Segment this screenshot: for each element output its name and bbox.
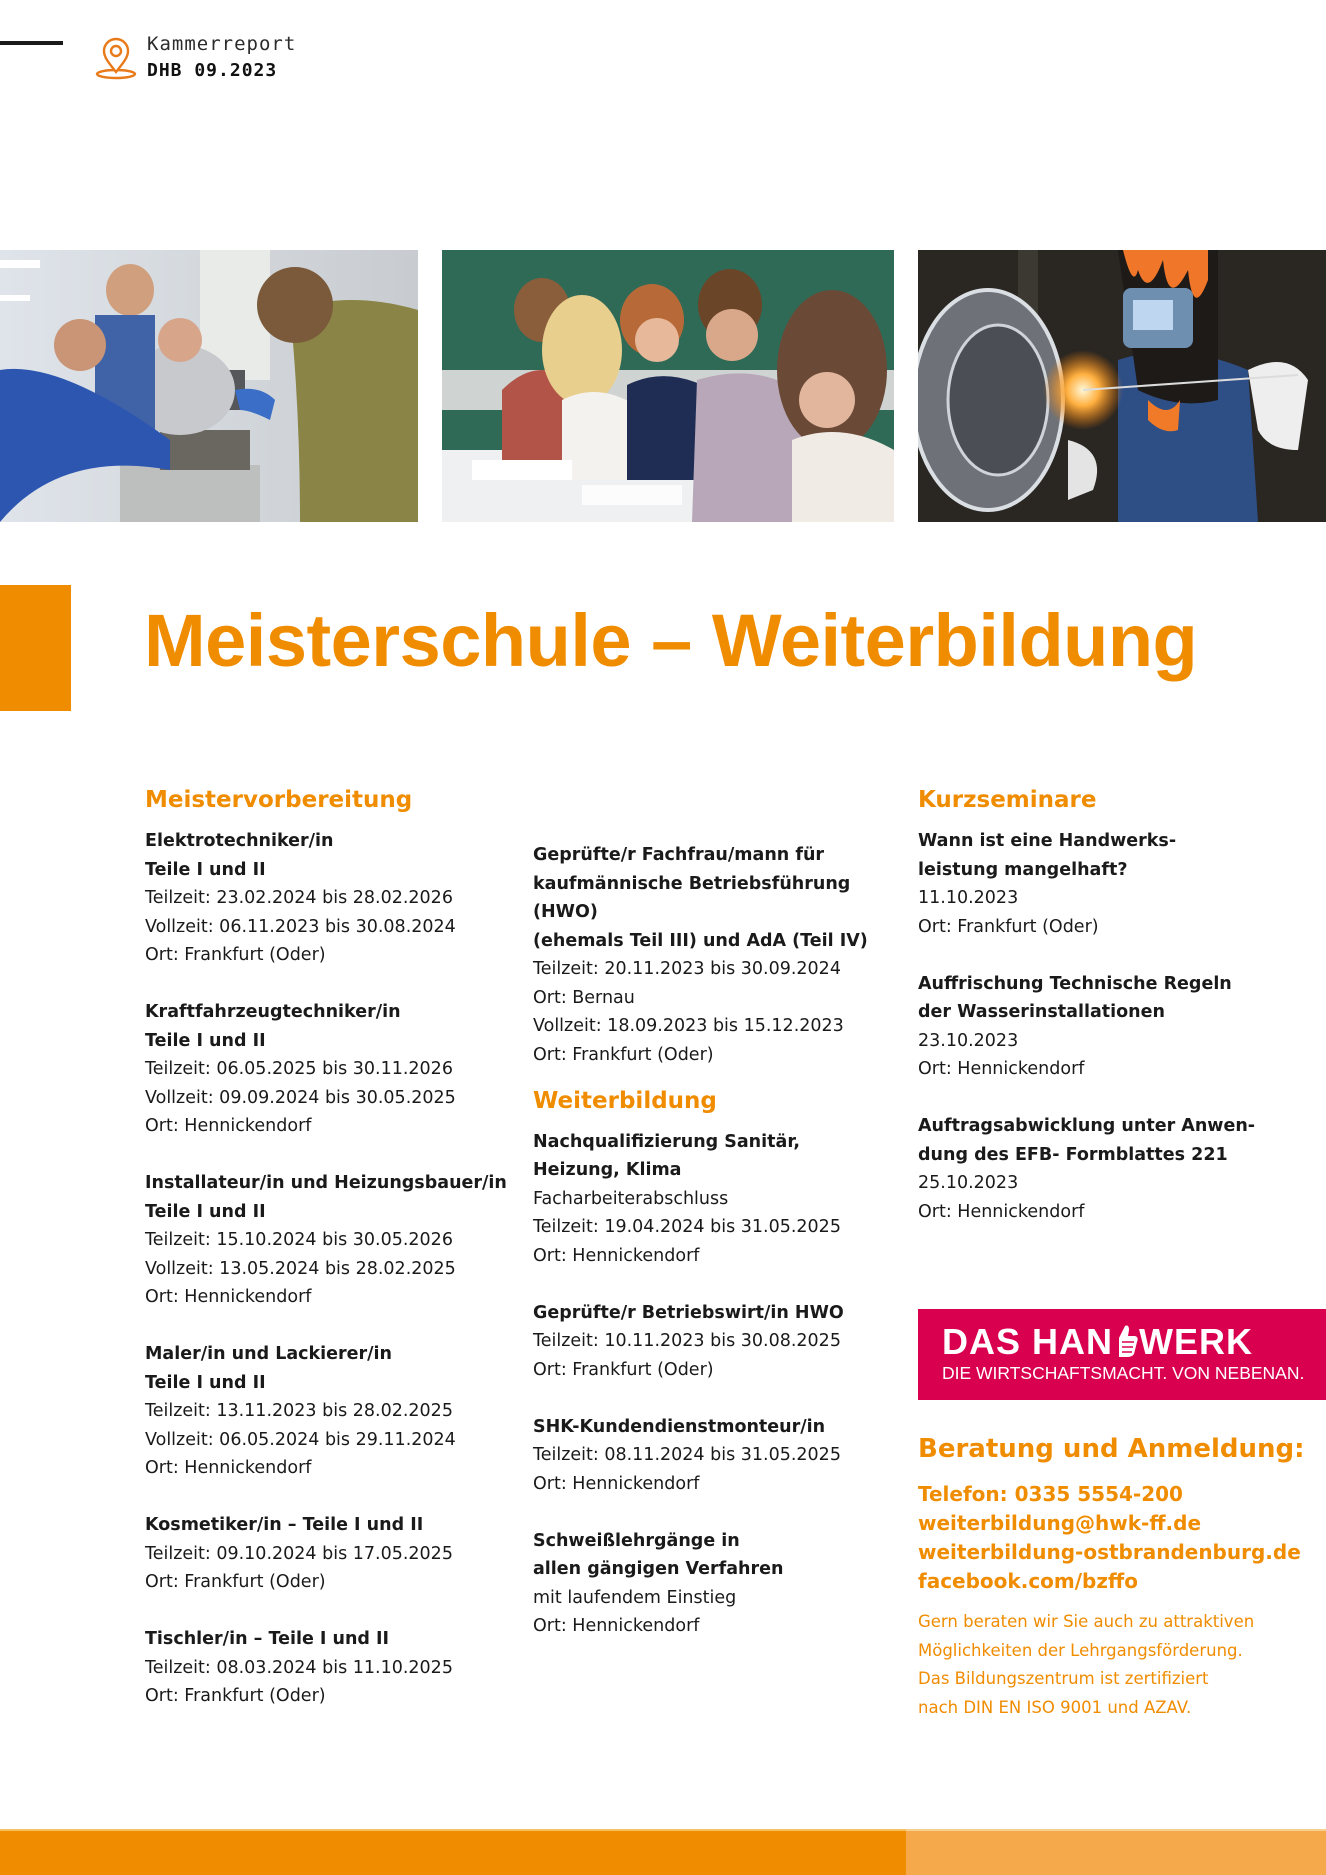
course-detail: Facharbeiterabschluss: [533, 1188, 729, 1209]
course-title: Tischler/in – Teile I und II: [145, 1629, 390, 1649]
course-location: Ort: Frankfurt (Oder): [145, 1572, 326, 1592]
contact-email-link[interactable]: weiterbildung@hwk-ff.de: [918, 1511, 1202, 1535]
meistervorbereitung-column: [145, 785, 515, 1739]
note-line: nach DIN EN ISO 9001 und AZAV.: [918, 1697, 1192, 1717]
course-detail: Teilzeit: 23.02.2024 bis 28.02.2026: [145, 888, 453, 908]
contact-title: Beratung und Anmeldung:: [918, 1434, 1305, 1464]
footer-bar-secondary: [906, 1829, 1326, 1875]
seminar-location: Ort: Hennickendorf: [918, 1201, 1085, 1222]
contact-section: [918, 1432, 1318, 1722]
course-title: Elektrotechniker/in: [145, 831, 334, 851]
course-entry: [533, 1413, 903, 1499]
course-location: Ort: Bernau: [533, 987, 635, 1008]
course-detail: Teilzeit: 06.05.2025 bis 30.11.2026: [145, 1059, 453, 1079]
course-location: Ort: Hennickendorf: [533, 1616, 700, 1636]
welding-photo: [918, 250, 1326, 522]
course-location: Ort: Hennickendorf: [533, 1245, 700, 1266]
course-title: Kraftfahrzeugtechniker/in: [145, 1002, 401, 1022]
course-entry: [533, 1527, 903, 1641]
course-detail: mit laufendem Einstieg: [533, 1587, 737, 1608]
issue-label: DHB 09.2023: [147, 60, 278, 81]
note-line: Möglichkeiten der Lehrgangsförderung.: [918, 1640, 1243, 1660]
course-entry: [145, 827, 515, 970]
course-entry: [145, 1169, 515, 1312]
contact-facebook-link[interactable]: facebook.com/bzffo: [918, 1569, 1138, 1593]
seminar-entry: [918, 827, 1318, 941]
page-title: Meisterschule – Weiterbildung: [144, 599, 1198, 682]
course-detail: Teilzeit: 09.10.2024 bis 17.05.2025: [145, 1543, 453, 1564]
course-location: Ort: Hennickendorf: [145, 1287, 312, 1307]
location-pin-icon: [94, 36, 138, 80]
seminar-entry: [918, 970, 1318, 1084]
course-title: Kosmetiker/in – Teile I und II: [145, 1515, 424, 1535]
course-location: Ort: Hennickendorf: [145, 1458, 312, 1478]
logo-text-right: WERK: [1139, 1321, 1254, 1362]
course-location: Ort: Frankfurt (Oder): [145, 1686, 326, 1706]
course-title: Nachqualifizierung Sanitär,: [533, 1131, 801, 1152]
course-entry: [533, 1299, 903, 1385]
course-title: Installateur/in und Heizungsbauer/in: [145, 1173, 507, 1193]
course-detail: Teilzeit: 08.11.2024 bis 31.05.2025: [533, 1445, 841, 1465]
course-title: Geprüfte/r Betriebswirt/in HWO: [533, 1302, 844, 1323]
course-detail: Teilzeit: 19.04.2024 bis 31.05.2025: [533, 1217, 841, 1237]
seminar-title: der Wasserinstallationen: [918, 1002, 1165, 1022]
course-title: Heizung, Klima: [533, 1160, 682, 1180]
section-title-meistervorbereitung: Meistervorbereitung: [145, 787, 413, 813]
contact-website-link[interactable]: weiterbildung-ostbrandenburg.de: [918, 1540, 1301, 1564]
workshop-machine-training-photo: [0, 250, 418, 522]
course-detail: Vollzeit: 18.09.2023 bis 15.12.2023: [533, 1016, 844, 1036]
column-2: [533, 841, 903, 1669]
course-entry: [533, 1128, 903, 1271]
course-title: Geprüfte/r Fachfrau/mann für: [533, 845, 825, 865]
course-location: Ort: Frankfurt (Oder): [533, 1359, 714, 1380]
section-title-kurzseminare: Kurzseminare: [918, 787, 1097, 813]
course-detail: Teilzeit: 15.10.2024 bis 30.05.2026: [145, 1230, 453, 1250]
header-rule: [0, 41, 63, 45]
contact-phone[interactable]: Telefon: 0335 5554-200: [918, 1482, 1183, 1506]
seminar-title: Auffrischung Technische Regeln: [918, 973, 1232, 994]
seminar-location: Ort: Hennickendorf: [918, 1059, 1085, 1079]
course-detail: Teilzeit: 20.11.2023 bis 30.09.2024: [533, 959, 841, 979]
course-title: kaufmännische Betriebsführung (HWO): [533, 873, 851, 922]
course-location: Ort: Hennickendorf: [145, 1116, 312, 1136]
seminar-date: 25.10.2023: [918, 1173, 1019, 1193]
course-title: SHK-Kundendienstmonteur/in: [533, 1416, 826, 1437]
seminar-title: dung des EFB- Formblattes 221: [918, 1144, 1228, 1165]
note-line: Gern beraten wir Sie auch zu attraktiven: [918, 1612, 1255, 1631]
seminar-title: Wann ist eine Handwerks-: [918, 831, 1177, 851]
logo-text-left: DAS HAN: [942, 1321, 1114, 1362]
course-title: Teile I und II: [145, 859, 266, 880]
course-location: Ort: Frankfurt (Oder): [533, 1044, 714, 1065]
publication-name: Kammerreport: [147, 33, 297, 55]
seminar-entry: [918, 1112, 1318, 1226]
classroom-students-photo: [442, 250, 894, 522]
seminar-date: 23.10.2023: [918, 1030, 1019, 1051]
course-title: allen gängigen Verfahren: [533, 1559, 784, 1579]
seminar-title: leistung mangelhaft?: [918, 859, 1128, 880]
course-title: (ehemals Teil III) und AdA (Teil IV): [533, 930, 868, 951]
accent-block: [0, 585, 71, 711]
kurzseminare-column: [918, 785, 1318, 1255]
course-detail: Vollzeit: 06.05.2024 bis 29.11.2024: [145, 1429, 456, 1450]
course-entry: [145, 1625, 515, 1711]
course-title: Maler/in und Lackierer/in: [145, 1344, 393, 1364]
course-title: Teile I und II: [145, 1030, 266, 1051]
course-detail: Teilzeit: 10.11.2023 bis 30.08.2025: [533, 1331, 841, 1351]
seminar-date: 11.10.2023: [918, 888, 1019, 908]
course-detail: Teilzeit: 13.11.2023 bis 28.02.2025: [145, 1401, 453, 1421]
course-title: Teile I und II: [145, 1372, 266, 1393]
course-detail: Vollzeit: 06.11.2023 bis 30.08.2024: [145, 916, 456, 937]
course-detail: Teilzeit: 08.03.2024 bis 11.10.2025: [145, 1657, 453, 1678]
thumbs-up-icon: [1113, 1324, 1139, 1358]
footer-bar-primary: [0, 1829, 906, 1875]
course-location: Ort: Frankfurt (Oder): [145, 945, 326, 965]
seminar-location: Ort: Frankfurt (Oder): [918, 916, 1099, 937]
note-line: Das Bildungszentrum ist zertifiziert: [918, 1669, 1209, 1688]
logo-tagline: DIE WIRTSCHAFTSMACHT. VON NEBENAN.: [942, 1363, 1305, 1383]
course-entry: [533, 841, 903, 1069]
course-detail: Vollzeit: 09.09.2024 bis 30.05.2025: [145, 1087, 456, 1108]
course-entry: [145, 1340, 515, 1483]
course-location: Ort: Hennickendorf: [533, 1473, 700, 1494]
course-entry: [145, 998, 515, 1141]
course-title: Teile I und II: [145, 1201, 266, 1222]
seminar-title: Auftragsabwicklung unter Anwen-: [918, 1116, 1256, 1136]
section-title-weiterbildung: Weiterbildung: [533, 1087, 717, 1114]
das-handwerk-logo: [918, 1309, 1326, 1400]
logo-wordmark: [942, 1321, 1253, 1363]
course-entry: [145, 1511, 515, 1597]
contact-note: [918, 1608, 1318, 1722]
course-title: Schweißlehrgänge in: [533, 1530, 740, 1551]
course-detail: Vollzeit: 13.05.2024 bis 28.02.2025: [145, 1258, 456, 1279]
